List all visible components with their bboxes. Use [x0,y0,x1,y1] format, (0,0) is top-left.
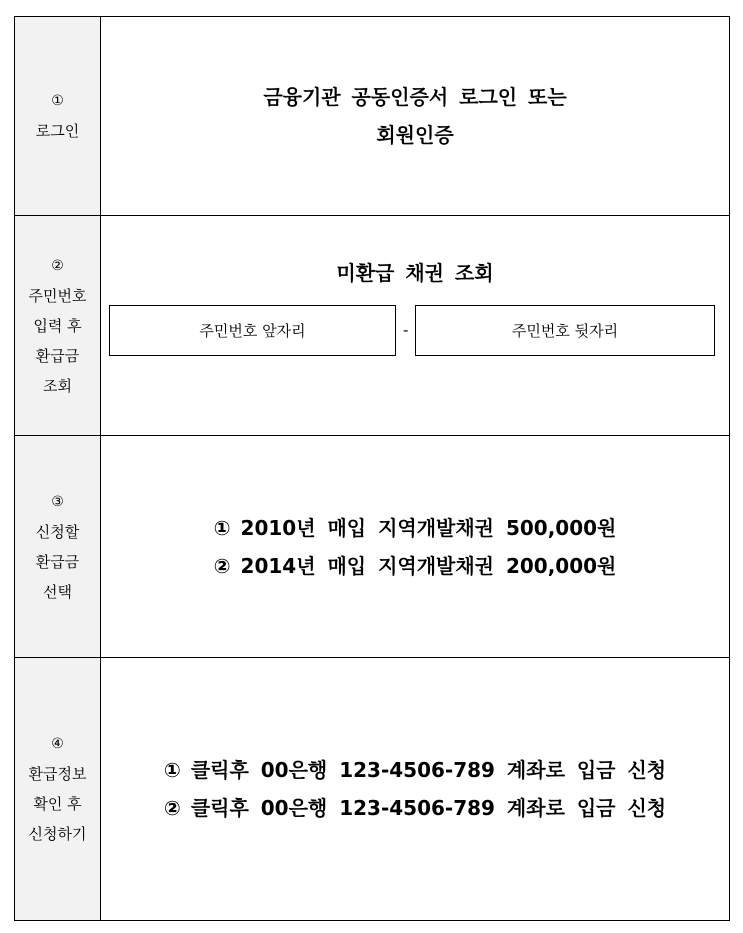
row-label-apply [15,658,101,920]
login-content[interactable] [101,17,729,215]
option-text: 클릭후 00은행 123-4506-789 계좌로 입금 신청 [190,758,667,782]
row-label-login [15,17,101,215]
label-line: 환급금 [35,552,80,571]
lookup-content [101,216,729,435]
lookup-title: 미환급 채권 조회 [336,261,494,285]
ssn-back-input[interactable] [415,305,715,356]
label-line: 선택 [43,582,72,601]
row-apply [15,658,729,920]
ssn-front-placeholder: 주민번호 앞자리 [199,322,306,340]
option-text: 2014년 매입 지역개발채권 200,000원 [240,553,617,578]
label-line: 입력 후 [33,316,82,335]
login-instruction: 금융기관 공동인증서 로그인 또는 [263,85,567,109]
label-line: 신청할 [35,522,80,541]
option-mark: ② [213,553,231,578]
ssn-front-input[interactable] [109,305,396,356]
label-line: 확인 후 [33,795,82,813]
row-lookup [15,216,729,436]
apply-option[interactable] [164,751,666,789]
procedure-table [14,16,730,921]
login-instruction-2: 회원인증 [376,123,454,147]
option-mark: ② [163,796,181,820]
label-line: 주민번호 [28,286,87,305]
label-line: 신청하기 [28,825,87,843]
step-number: ② [51,257,64,274]
step-number: ④ [51,736,64,752]
row-select [15,436,729,658]
label-line: 환급금 [35,346,80,365]
ssn-back-placeholder: 주민번호 뒷자리 [511,322,619,340]
ssn-separator: - [403,321,409,339]
label-line: 로그인 [35,122,80,140]
row-login [15,17,729,216]
label-line: 환급정보 [28,765,87,783]
select-content [101,436,729,657]
option-mark: ① [163,758,181,782]
step-number: ① [51,93,64,109]
apply-content [101,658,729,920]
row-label-select [15,436,101,657]
step-number: ③ [51,493,64,510]
option-text: 클릭후 00은행 123-4506-789 계좌로 입금 신청 [190,796,667,820]
row-label-lookup [15,216,101,435]
option-mark: ① [213,515,231,540]
apply-option[interactable] [164,789,666,827]
refund-option[interactable] [214,509,617,547]
label-line: 조회 [43,376,72,395]
refund-option[interactable] [214,547,617,585]
option-text: 2010년 매입 지역개발채권 500,000원 [240,515,617,540]
